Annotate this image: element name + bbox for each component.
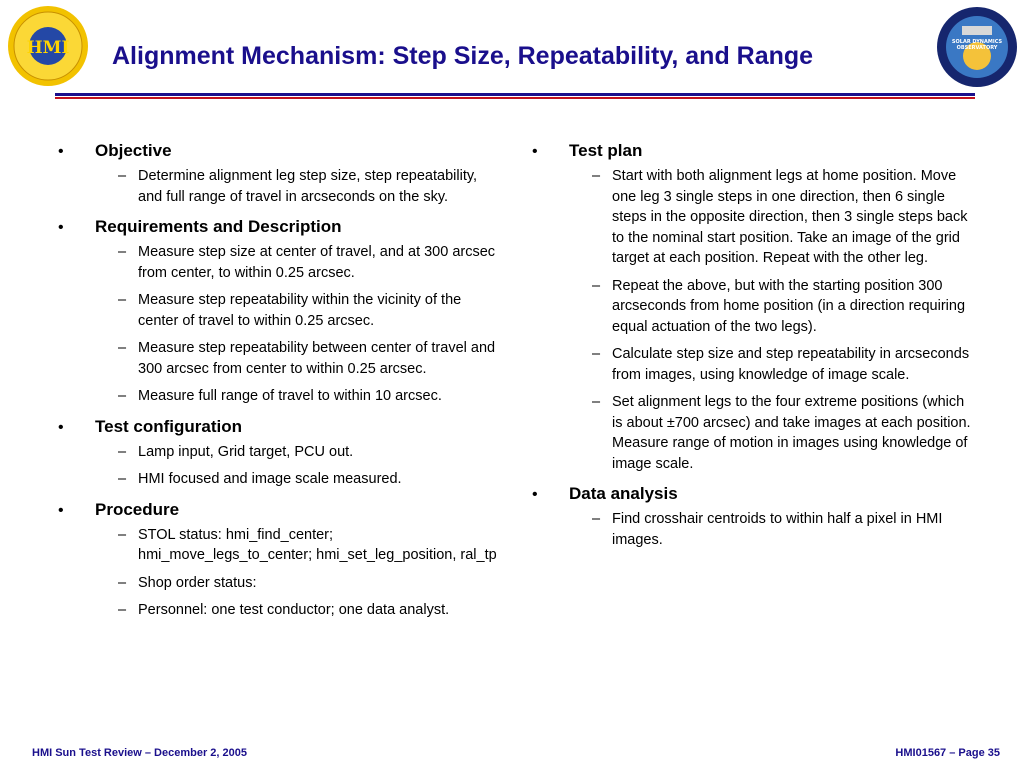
- section-procedure: [58, 499, 498, 621]
- list-item: – Measure step repeatability within the vicinity of the center of travel to within 0.25 arcsec.: [118, 292, 462, 329]
- title-rule: [55, 93, 975, 99]
- section-title: Requirements and Description: [95, 217, 342, 236]
- list-item: – Start with both alignment legs at home position. Move one leg 3 single steps in one direction, then 6 single steps in the opposite direction, then 3 single steps back to the nominal start position. Take an image of the grid target at each position. Repeat with the other leg.: [592, 168, 968, 266]
- bullet-icon: •: [58, 418, 64, 436]
- section-objective: [58, 140, 498, 207]
- section-title: Objective: [95, 141, 172, 160]
- section-test-plan: [532, 140, 972, 474]
- section-title: Test plan: [569, 141, 643, 160]
- list-item: – Measure full range of travel to within 10 arcsec.: [118, 388, 442, 404]
- section-title: Procedure: [95, 499, 180, 519]
- right-column: [532, 140, 972, 559]
- bullet-icon: •: [58, 219, 64, 236]
- footer-right: HMI01567 – Page 35: [895, 747, 1000, 759]
- left-column: [58, 140, 498, 630]
- list-item: – Measure step repeatability between center of travel and 300 arcsec from center to within 0.25 arcsec.: [118, 340, 496, 377]
- list-item: – Lamp input, Grid target, PCU out.: [118, 443, 354, 460]
- section-test-configuration: [58, 416, 498, 490]
- list-item: – HMI focused and image scale measured.: [118, 471, 402, 487]
- page-title: Alignment Mechanism: Step Size, Repeatability, and Range: [112, 42, 814, 70]
- bullet-icon: •: [58, 143, 64, 160]
- list-item: – Personnel: one test conductor; one data analyst.: [118, 602, 450, 618]
- bullet-icon: •: [532, 143, 538, 160]
- bullet-icon: •: [58, 501, 64, 519]
- list-item: – Find crosshair centroids to within half a pixel in HMI images.: [592, 511, 943, 548]
- section-title: Test configuration: [95, 416, 243, 436]
- section-title: Data analysis: [569, 484, 678, 503]
- list-item: – Repeat the above, but with the starting position 300 arcseconds from home position (in a direction requiring equal actuation of the two legs).: [592, 277, 966, 335]
- list-item: – Set alignment legs to the four extreme positions (which is about ±700 arcsec) and take images at each position. Measure range of motion in images using knowledge of image scale.: [592, 394, 971, 472]
- hmi-logo: [6, 4, 90, 88]
- section-data-analysis: [532, 483, 972, 550]
- section-requirements: [58, 216, 498, 407]
- footer-left: HMI Sun Test Review – December 2, 2005: [32, 747, 247, 759]
- list-item: – Determine alignment leg step size, step repeatability, and full range of travel in arcseconds on the sky.: [118, 168, 478, 205]
- sdo-logo: [936, 6, 1018, 88]
- hmi-logo-text: HMI: [26, 38, 70, 58]
- list-item: – STOL status: hmi_find_center; hmi_move_legs_to_center; hmi_set_leg_position, ral_tp: [118, 526, 497, 563]
- list-item: – Measure step size at center of travel, and at 300 arcsec from center, to within 0.25 arcsec.: [118, 244, 496, 281]
- list-item: – Calculate step size and step repeatability in arcseconds from images, using knowledge of image scale.: [592, 346, 970, 383]
- bullet-icon: •: [532, 486, 538, 503]
- list-item: – Shop order status:: [118, 574, 257, 591]
- sdo-logo-text: SOLAR DYNAMICS OBSERVATORY: [951, 39, 1003, 51]
